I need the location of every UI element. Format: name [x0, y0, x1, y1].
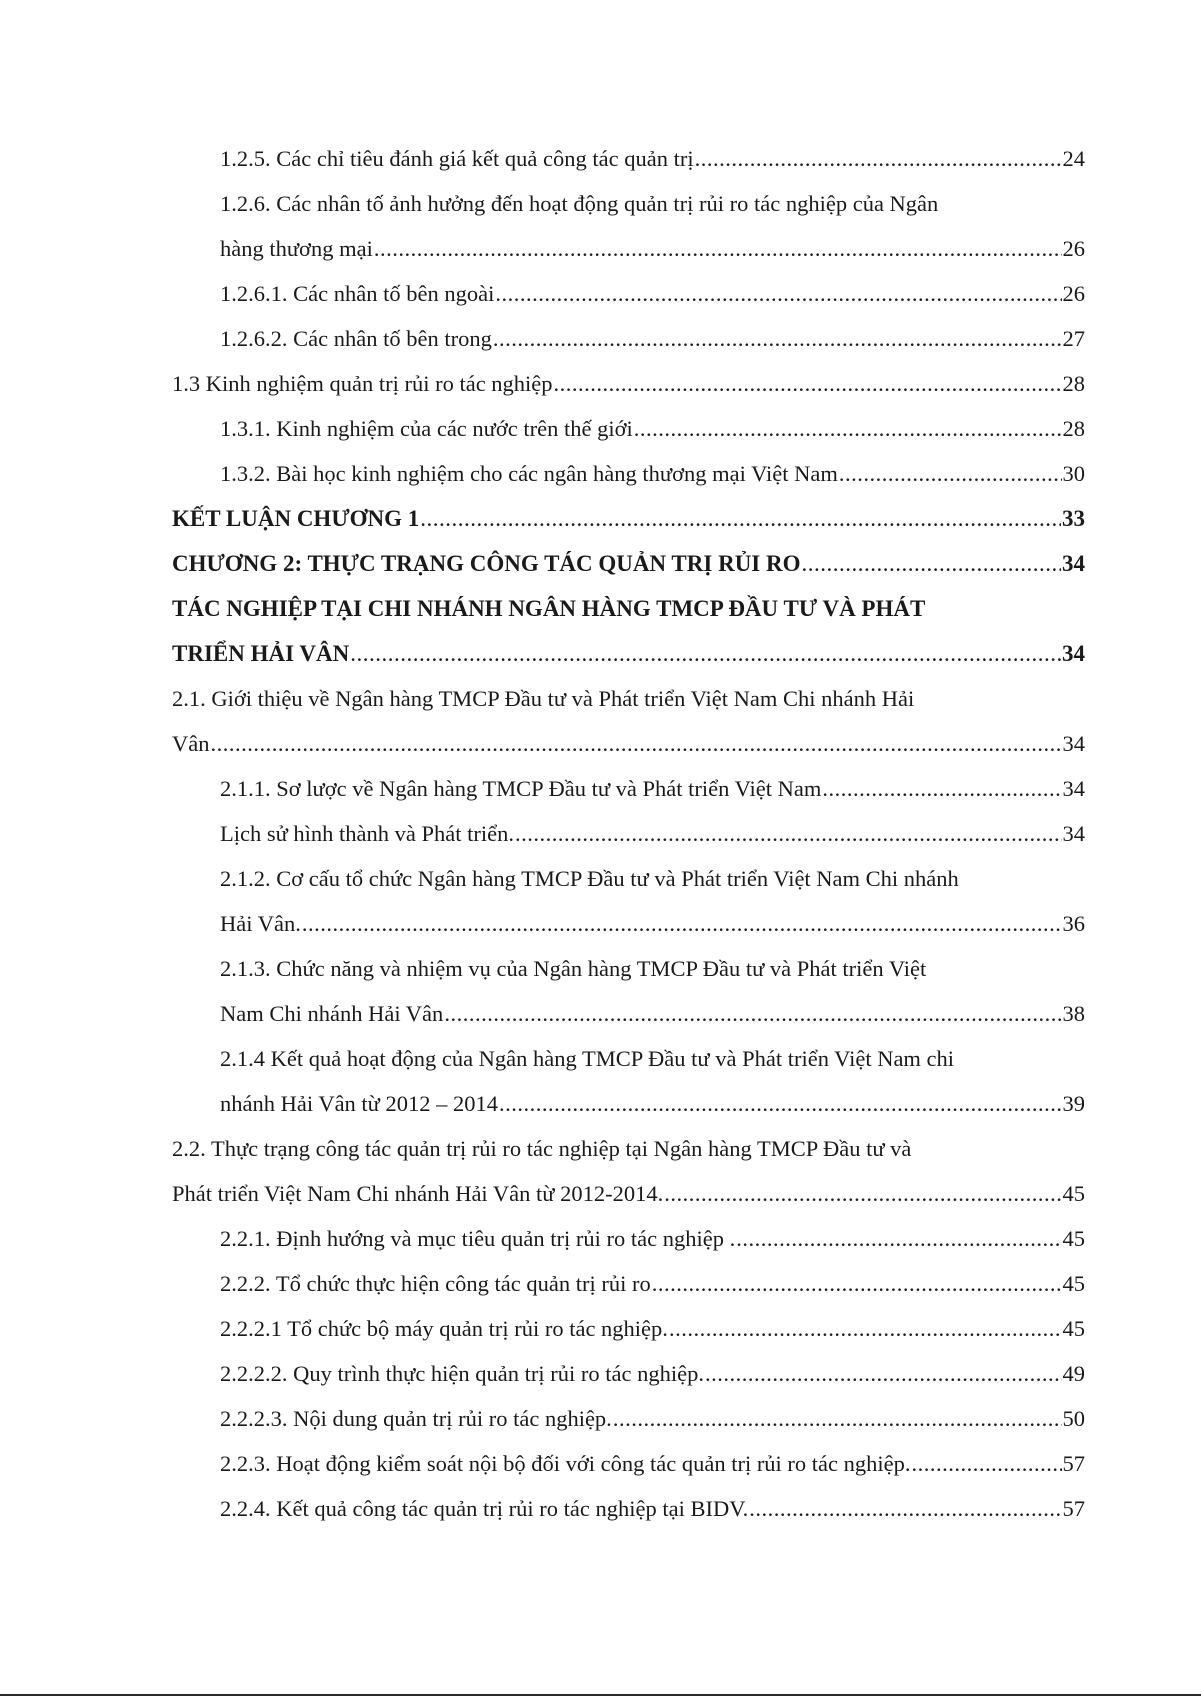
- toc-entry[interactable]: [172, 1216, 1085, 1261]
- toc-entry[interactable]: [172, 316, 1085, 361]
- dot-leader: [499, 1081, 1062, 1126]
- dot-leader: [749, 1486, 1061, 1531]
- table-of-contents: [172, 136, 1085, 1531]
- toc-entry-title: 2.2.3. Hoạt động kiểm soát nội bộ đối với công tác quản trị rủi ro tác nghiệp.: [220, 1451, 911, 1476]
- dot-leader: [839, 451, 1062, 496]
- toc-page-number: 45: [1062, 1271, 1085, 1296]
- toc-entry[interactable]: [172, 991, 1085, 1036]
- toc-entry[interactable]: [172, 766, 1085, 811]
- toc-entry-first-line: TÁC NGHIỆP TẠI CHI NHÁNH NGÂN HÀNG TMCP ĐẦU TƯ VÀ PHÁT: [172, 596, 926, 621]
- dot-leader: [822, 766, 1061, 811]
- dot-leader: [515, 811, 1061, 856]
- toc-entry[interactable]: [172, 1486, 1085, 1531]
- toc-page-number: 24: [1062, 146, 1085, 171]
- toc-entry[interactable]: [172, 1396, 1085, 1441]
- dot-leader: [652, 1261, 1062, 1306]
- toc-entry-title: Phát triển Việt Nam Chi nhánh Hải Vân từ 2012-2014.: [172, 1181, 664, 1206]
- dot-leader: [302, 901, 1062, 946]
- dot-leader: [493, 316, 1062, 361]
- toc-page-number: 34: [1062, 641, 1085, 666]
- toc-entry[interactable]: [172, 1081, 1085, 1126]
- toc-page-number: 45: [1062, 1226, 1085, 1251]
- toc-page-number: 39: [1062, 1091, 1085, 1116]
- toc-entry-title: KẾT LUẬN CHƯƠNG 1: [172, 506, 420, 531]
- dot-leader: [613, 1396, 1062, 1441]
- toc-entry-title: Vân: [172, 731, 210, 756]
- toc-page-number: 34: [1062, 551, 1085, 576]
- toc-page-number: 26: [1062, 281, 1085, 306]
- toc-entry[interactable]: [172, 901, 1085, 946]
- toc-page-number: 34: [1062, 821, 1085, 846]
- toc-entry-title: Nam Chi nhánh Hải Vân: [220, 1001, 444, 1026]
- toc-entry-title: Hải Vân.: [220, 911, 301, 936]
- toc-entry-title: 1.2.6.1. Các nhân tố bên ngoài: [220, 281, 495, 306]
- dot-leader: [495, 271, 1061, 316]
- toc-page-number: 26: [1062, 236, 1085, 261]
- toc-entry-title: hàng thương mại: [220, 236, 373, 261]
- dot-leader: [374, 226, 1062, 271]
- toc-entry-first-line: 2.1.4 Kết quả hoạt động của Ngân hàng TMCP Đầu tư và Phát triển Việt Nam chi: [220, 1046, 955, 1071]
- toc-entry-first-line: 2.2. Thực trạng công tác quản trị rủi ro tác nghiệp tại Ngân hàng TMCP Đầu tư và: [172, 1136, 912, 1161]
- toc-entry[interactable]: [172, 541, 1085, 586]
- toc-entry-first-line: 2.1.2. Cơ cấu tổ chức Ngân hàng TMCP Đầu tư và Phát triển Việt Nam Chi nhánh: [220, 866, 959, 891]
- dot-leader: [695, 136, 1062, 181]
- dot-leader: [705, 1351, 1062, 1396]
- toc-entry[interactable]: [172, 811, 1085, 856]
- toc-page-number: 28: [1062, 371, 1085, 396]
- toc-entry-title: CHƯƠNG 2: THỰC TRẠNG CÔNG TÁC QUẢN TRỊ RỦI RO: [172, 551, 801, 576]
- dot-leader: [634, 406, 1062, 451]
- toc-entry-title: 1.2.6.2. Các nhân tố bên trong: [220, 326, 492, 351]
- toc-entry[interactable]: [172, 226, 1085, 271]
- toc-entry-title: 2.2.4. Kết quả công tác quản trị rủi ro tác nghiệp tại BIDV.: [220, 1496, 749, 1521]
- toc-page-number: 49: [1062, 1361, 1085, 1386]
- toc-entry-first-line: 2.1. Giới thiệu về Ngân hàng TMCP Đầu tư và Phát triển Việt Nam Chi nhánh Hải: [172, 686, 915, 711]
- toc-entry-title: TRIỂN HẢI VÂN: [172, 641, 350, 666]
- toc-entry[interactable]: [172, 721, 1085, 766]
- toc-entry-title: 2.2.2.3. Nội dung quản trị rủi ro tác nghiệp.: [220, 1406, 612, 1431]
- page-bottom-rule: [0, 1694, 1201, 1696]
- toc-entry[interactable]: [172, 451, 1085, 496]
- toc-entry-title: 1.2.5. Các chỉ tiêu đánh giá kết quả công tác quản trị: [220, 146, 694, 171]
- toc-entry-first-line: 2.1.3. Chức năng và nhiệm vụ của Ngân hàng TMCP Đầu tư và Phát triển Việt: [220, 956, 927, 981]
- toc-page-number: 36: [1062, 911, 1085, 936]
- toc-page-number: 45: [1062, 1181, 1085, 1206]
- toc-page-number: 38: [1062, 1001, 1085, 1026]
- toc-entry-title: 2.2.1. Định hướng và mục tiêu quản trị rủi ro tác nghiệp .: [220, 1226, 736, 1251]
- toc-entry[interactable]: [172, 361, 1085, 406]
- toc-entry[interactable]: [172, 631, 1085, 676]
- toc-entry-title: 1.3.1. Kinh nghiệm của các nước trên thế giới: [220, 416, 633, 441]
- toc-page-number: 45: [1062, 1316, 1085, 1341]
- toc-page-number: 28: [1062, 416, 1085, 441]
- toc-entry-title: 2.2.2. Tổ chức thực hiện công tác quản trị rủi ro: [220, 1271, 651, 1296]
- dot-leader: [554, 361, 1062, 406]
- toc-page-number: 34: [1062, 731, 1085, 756]
- toc-page-number: 34: [1062, 776, 1085, 801]
- dot-leader: [912, 1441, 1062, 1486]
- dot-leader: [664, 1171, 1061, 1216]
- toc-entry-title: 2.2.2.1 Tổ chức bộ máy quản trị rủi ro tác nghiệp.: [220, 1316, 668, 1341]
- dot-leader: [420, 496, 1061, 541]
- toc-entry-title: nhánh Hải Vân từ 2012 – 2014: [220, 1091, 498, 1116]
- toc-entry-title: Lịch sử hình thành và Phát triển.: [220, 821, 515, 846]
- toc-entry[interactable]: [172, 1261, 1085, 1306]
- dot-leader: [669, 1306, 1062, 1351]
- toc-entry-title: 2.2.2.2. Quy trình thực hiện quản trị rủi ro tác nghiệp.: [220, 1361, 704, 1386]
- toc-page-number: 57: [1062, 1496, 1085, 1521]
- toc-page-number: 27: [1062, 326, 1085, 351]
- toc-entry-title: 2.1.1. Sơ lược về Ngân hàng TMCP Đầu tư và Phát triển Việt Nam: [220, 776, 822, 801]
- toc-entry[interactable]: [172, 496, 1085, 541]
- toc-page-number: 30: [1062, 461, 1085, 486]
- toc-entry[interactable]: [172, 136, 1085, 181]
- toc-entry-title: 1.3.2. Bài học kinh nghiệm cho các ngân hàng thương mại Việt Nam: [220, 461, 838, 486]
- toc-entry[interactable]: [172, 1171, 1085, 1216]
- toc-entry[interactable]: [172, 1306, 1085, 1351]
- dot-leader: [211, 721, 1062, 766]
- toc-entry[interactable]: [172, 271, 1085, 316]
- toc-page-number: 33: [1062, 506, 1085, 531]
- dot-leader: [444, 991, 1061, 1036]
- toc-entry[interactable]: [172, 1351, 1085, 1396]
- dot-leader: [802, 541, 1061, 586]
- toc-entry[interactable]: [172, 1441, 1085, 1486]
- toc-entry[interactable]: [172, 406, 1085, 451]
- toc-entry-first-line: 1.2.6. Các nhân tố ảnh hưởng đến hoạt động quản trị rủi ro tác nghiệp của Ngân: [220, 191, 939, 216]
- toc-entry-title: 1.3 Kinh nghiệm quản trị rủi ro tác nghiệp: [172, 371, 553, 396]
- dot-leader: [350, 631, 1061, 676]
- dot-leader: [736, 1216, 1061, 1261]
- toc-page-number: 50: [1062, 1406, 1085, 1431]
- toc-page-number: 57: [1062, 1451, 1085, 1476]
